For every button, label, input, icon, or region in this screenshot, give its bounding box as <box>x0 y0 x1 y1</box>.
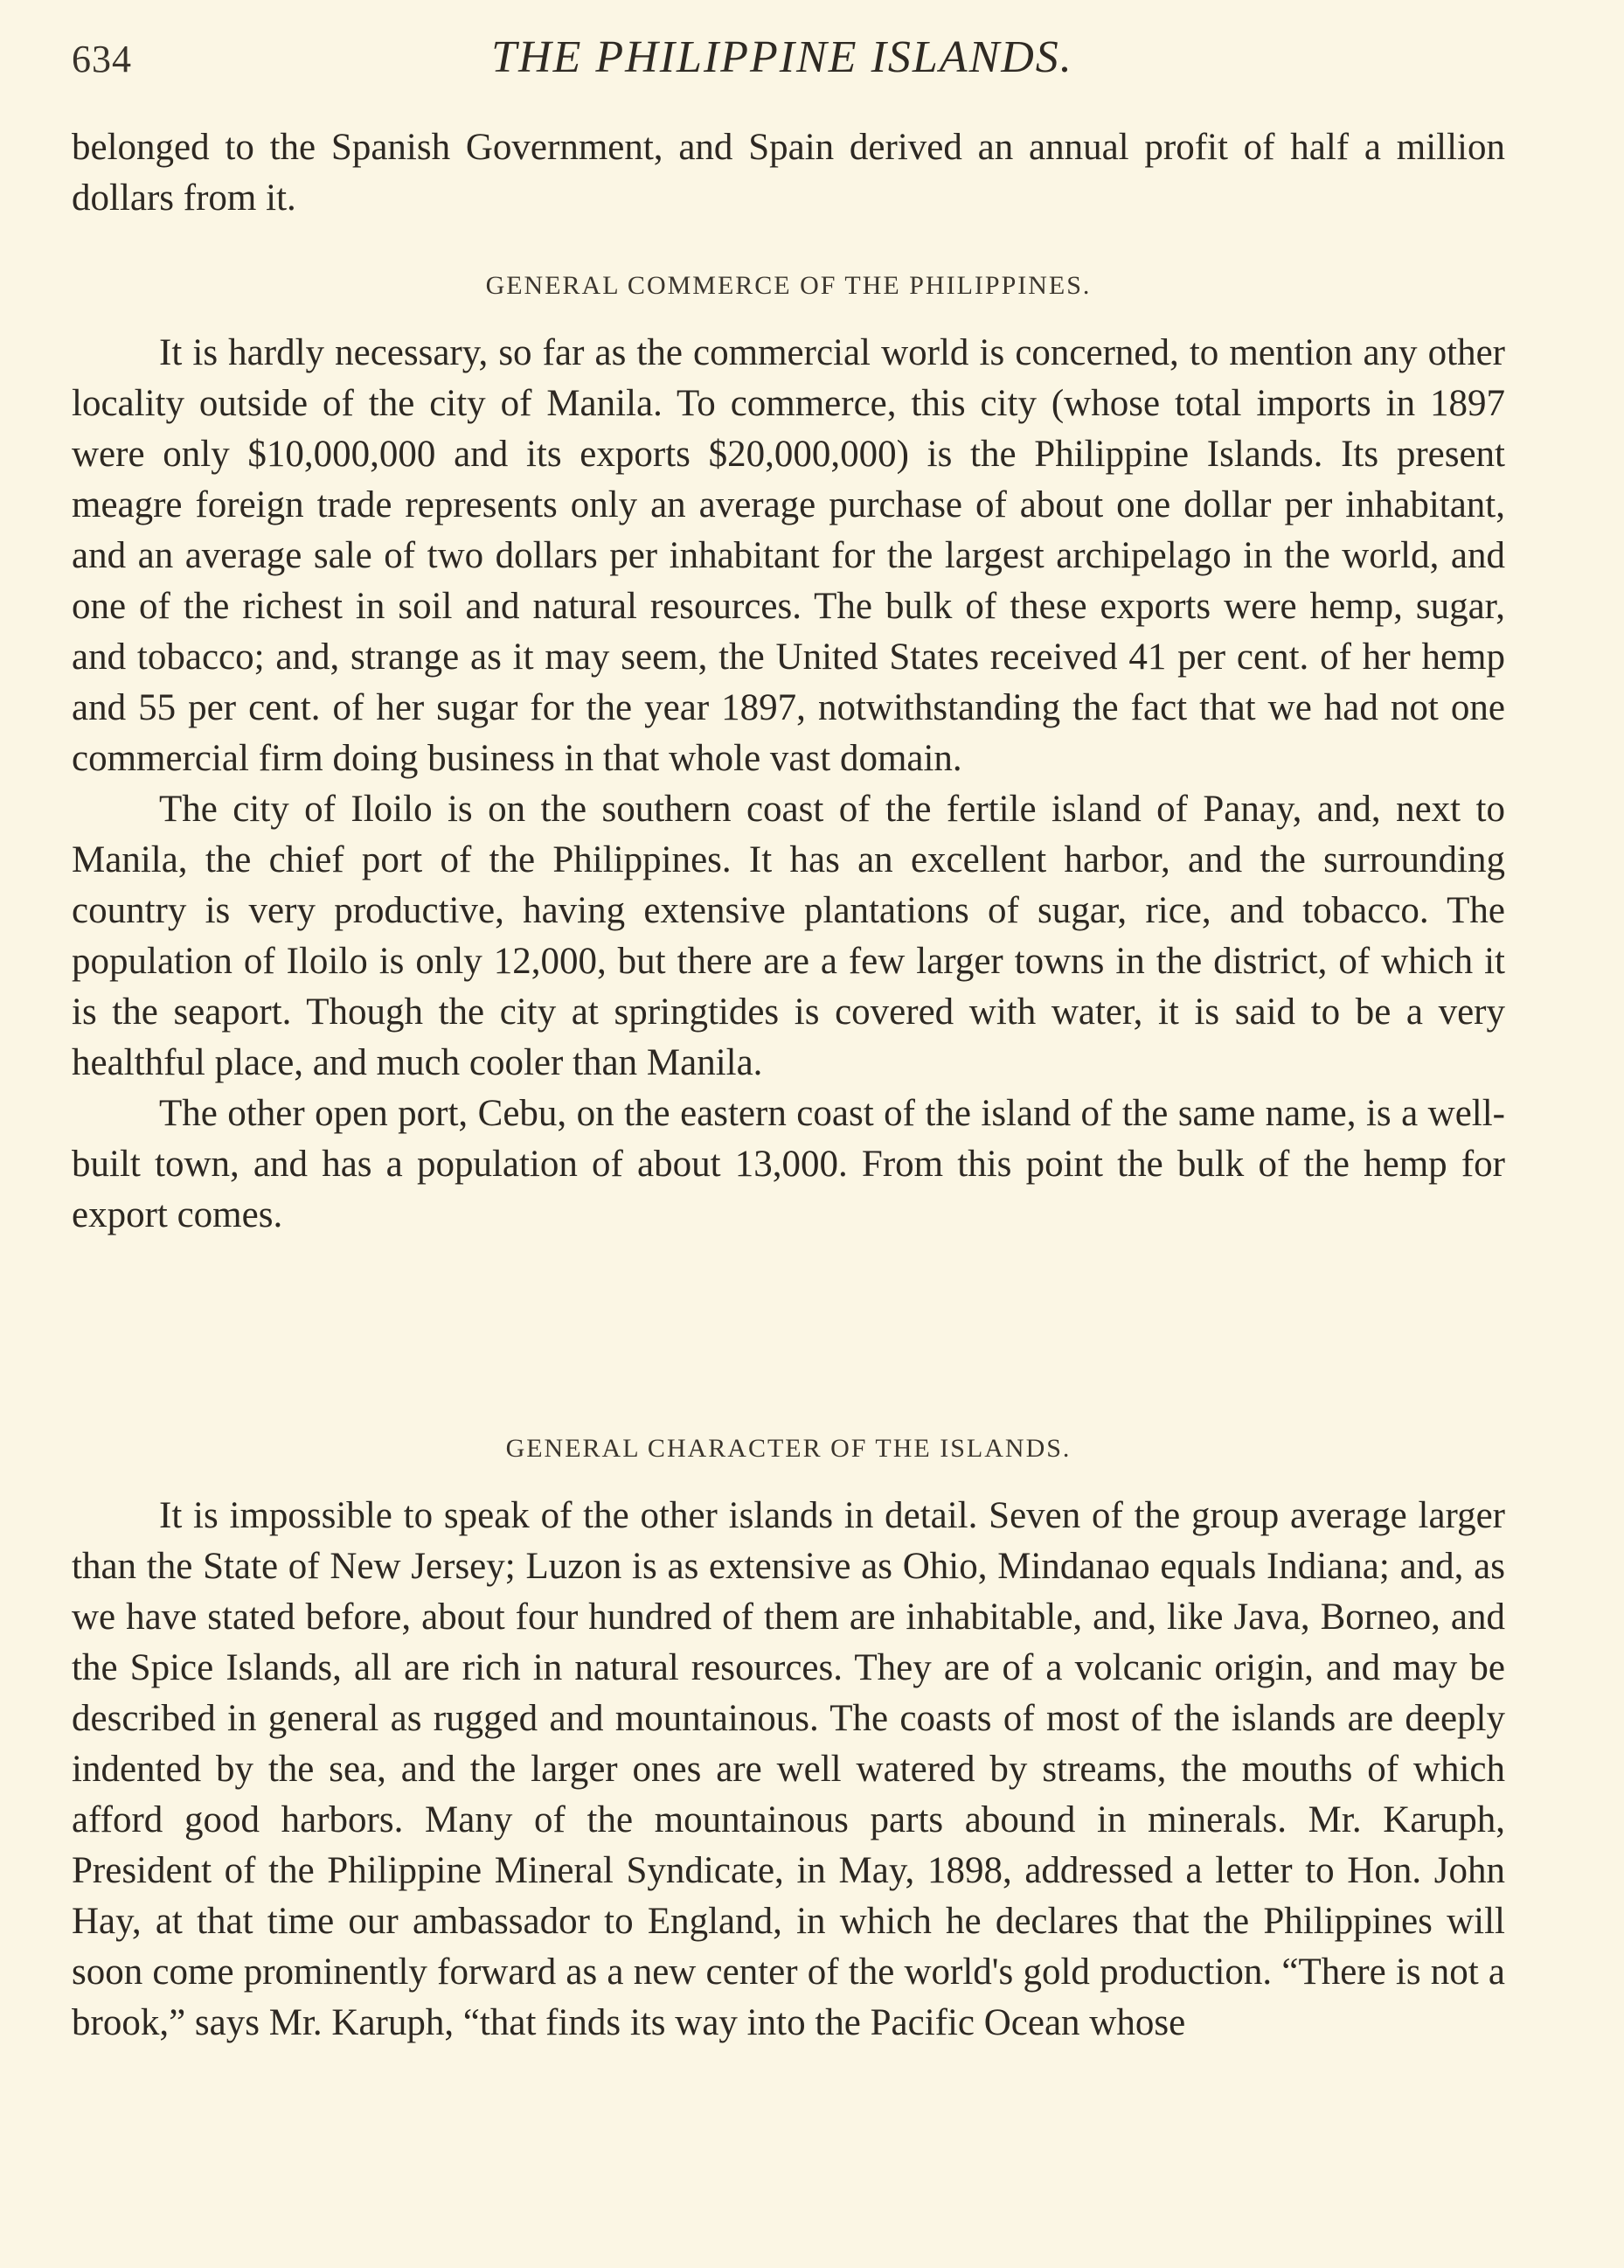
running-title: THE PHILIPPINE ISLANDS. <box>491 32 1073 82</box>
paragraph-commerce-2: The city of Iloilo is on the southern coast of the fertile island of Panay, and, next to Manila, the chief port of the Philippines. It has an excellent harbor, and the surrounding country is very productive, having extensive plantations of sugar, rice, and tobacco. The population of Iloilo is only 12,000, but there are a few larger towns in the district, of which it is the seaport. Though the city at springtides is covered with water, it is said to be a very healthful place, and much cooler than Manila. <box>72 789 1505 1083</box>
intro-paragraph: belonged to the Spanish Government, and Spain derived an annual profit of half a million dollars from it. <box>72 127 1505 219</box>
section-heading-character: GENERAL CHARACTER OF THE ISLANDS. <box>505 1434 1072 1463</box>
paragraph-commerce-3: The other open port, Cebu, on the eastern coast of the island of the same name, is a well-built town, and has a population of about 13,000. From this point the bulk of the hemp for export comes. <box>72 1093 1505 1235</box>
running-head <box>72 26 1493 87</box>
paragraph-character-1: It is impossible to speak of the other islands in detail. Seven of the group average larger than the State of New Jersey; Luzon is as extensive as Ohio, Mindanao equals Indiana; and, as we have stated before, about four hundred of them are inhabitable, and, like Java, Borneo, and the Spice Islands, all are rich in natural resources. They are of a volcanic origin, and may be described in general as rugged and mountainous. The coasts of most of the islands are deeply indented by the sea, and the larger ones are well watered by streams, the mouths of which afford good harbors. Many of the mountainous parts abound in minerals. Mr. Karuph, President of the Philippine Mineral Syndicate, in May, 1898, addressed a letter to Hon. John Hay, at that time our ambassador to England, in which he declares that the Philippines will soon come prominently forward as a new center of the world's gold production. “There is not a brook,” says Mr. Karuph, “that finds its way into the Pacific Ocean whose <box>72 1495 1505 2043</box>
intro-text-block <box>72 122 1505 224</box>
character-text-block <box>72 1491 1505 2049</box>
paragraph-commerce-1: It is hardly necessary, so far as the commercial world is concerned, to mention any other locality outside of the city of Manila. To commerce, this city (whose total imports in 1897 were only $10,000,000 and its exports $20,000,000) is the Philippine Islands. Its present meagre foreign trade represents only an average purchase of about one dollar per inhabitant, and an average sale of two dollars per inhabitant for the largest archipelago in the world, and one of the richest in soil and natural resources. The bulk of these exports were hemp, sugar, and tobacco; and, strange as it may seem, the United States received 41 per cent. of her hemp and 55 per cent. of her sugar for the year 1897, notwithstanding the fact that we had not one commercial firm doing business in that whole vast domain. <box>72 332 1505 779</box>
commerce-text-block <box>72 328 1505 1241</box>
page-number: 634 <box>72 38 132 80</box>
section-heading-commerce: GENERAL COMMERCE OF THE PHILIPPINES. <box>485 271 1092 300</box>
